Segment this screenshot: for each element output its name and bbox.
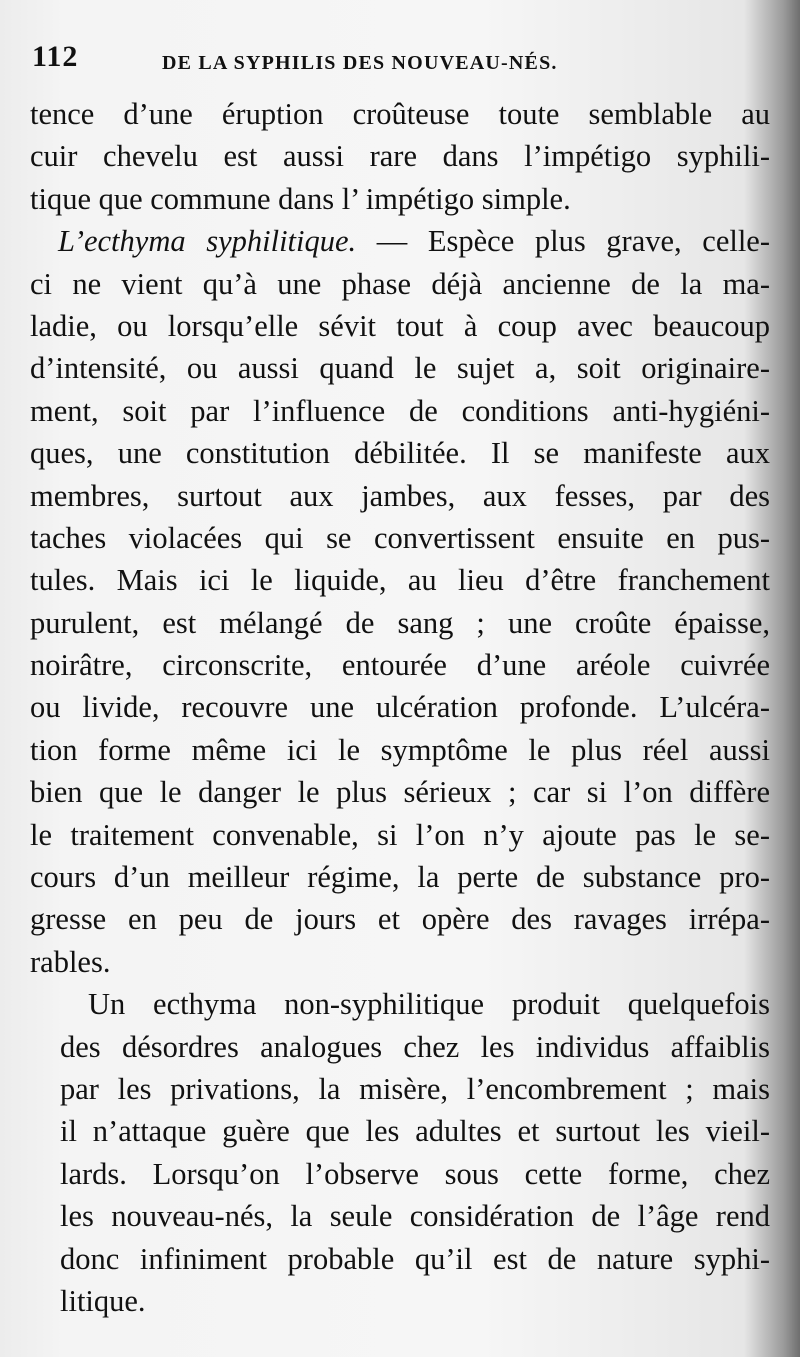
paragraph [30, 220, 770, 983]
paragraph [30, 983, 770, 1322]
text-line: purulent, est mélangé de sang ; une croûte épaisse, [30, 605, 770, 640]
text-line: il n’attaque guère que les adultes et surtout les vieil- [60, 1114, 770, 1149]
text-line: rables. [30, 944, 111, 979]
text-line: ques, une constitution débilitée. Il se manifeste aux [30, 436, 770, 471]
text-line: les nouveau-nés, la seule considération de l’âge rend [60, 1199, 770, 1234]
page-header [32, 40, 772, 84]
text-line [30, 220, 770, 262]
text-line: des désordres analogues chez les individus affaiblis [60, 1029, 770, 1064]
text-line: ci ne vient qu’à une phase déjà ancienne de la ma- [30, 266, 770, 301]
body-text [30, 93, 770, 1322]
text-line: gresse en peu de jours et opère des ravages irrépa- [30, 902, 770, 937]
text-line: tules. Mais ici le liquide, au lieu d’être franchement [30, 563, 770, 598]
text-line: tique que commune dans l’ impétigo simple. [30, 181, 571, 216]
text-line: donc infiniment probable qu’il est de nature syphi- [60, 1241, 770, 1276]
text-line: ment, soit par l’influence de conditions anti-hygiéni- [30, 393, 770, 428]
text-line: cours d’un meilleur régime, la perte de substance pro- [30, 860, 770, 895]
text-line: ladie, ou lorsqu’elle sévit tout à coup avec beaucoup [30, 308, 770, 343]
text-line: bien que le danger le plus sérieux ; car si l’on diffère [30, 775, 770, 810]
text-fragment: — Espèce plus grave, celle- [356, 224, 770, 259]
text-line: tence d’une éruption croûteuse toute semblable au [30, 97, 770, 131]
running-title: DE LA SYPHILIS DES NOUVEAU-NÉS. [162, 52, 558, 74]
text-line: taches violacées qui se convertissent ensuite en pus- [30, 520, 770, 555]
text-line: tion forme même ici le symptôme le plus réel aussi [30, 732, 770, 767]
text-line: litique. [60, 1283, 146, 1318]
text-line: cuir chevelu est aussi rare dans l’impétigo syphili- [30, 139, 770, 174]
text-line: lards. Lorsqu’on l’observe sous cette forme, chez [60, 1156, 770, 1191]
text-line: par les privations, la misère, l’encombrement ; mais [60, 1071, 770, 1106]
text-line: le traitement convenable, si l’on n’y ajoute pas le se- [30, 817, 770, 852]
italic-heading: L’ecthyma syphilitique. [58, 224, 357, 259]
text-line: d’intensité, ou aussi quand le sujet a, soit originaire- [30, 351, 770, 386]
text-line: Un ecthyma non-syphilitique produit quelquefois [88, 987, 770, 1022]
page-number: 112 [32, 40, 79, 73]
text-line: membres, surtout aux jambes, aux fesses, par des [30, 478, 770, 513]
text-line: noirâtre, circonscrite, entourée d’une aréole cuivrée [30, 648, 770, 683]
paragraph [30, 93, 770, 220]
text-line: ou livide, recouvre une ulcération profonde. L’ulcéra- [30, 690, 770, 725]
